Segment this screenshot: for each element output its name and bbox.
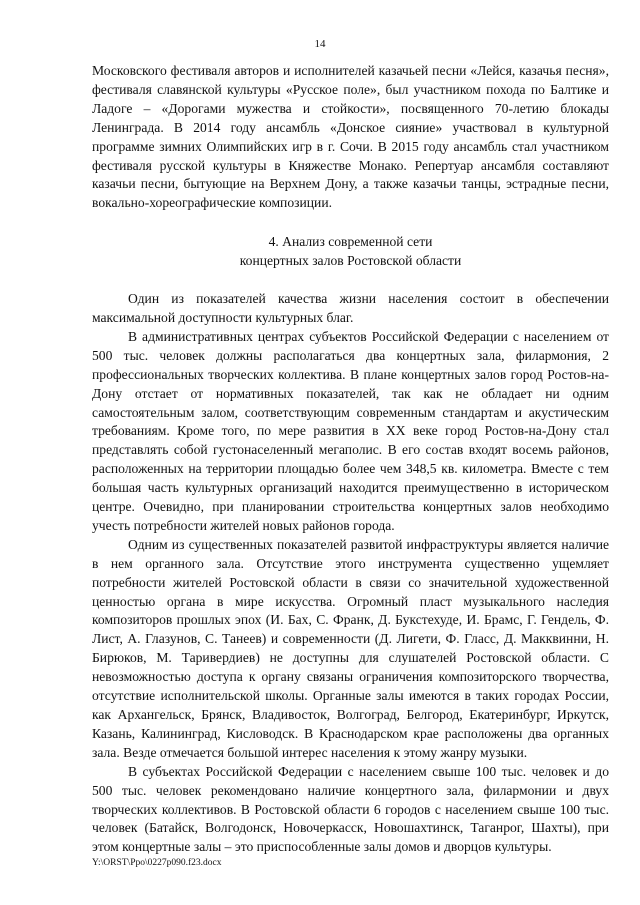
paragraph-4: В субъектах Российской Федерации с населением свыше 100 тыс. человек и до 500 тыс. человек рекомендовано наличие концертного зала, филармонии и двух творческих коллективов. В Ростовской области 6 городов с населением свыше 100 тыс. человек (Батайск, Волгодонск, Новочеркасск, Новошахтинск, Таганрог, Шахты), при этом концертные залы – это приспособленные залы домов и дворцов культуры. [92,763,609,855]
section-heading [92,233,609,271]
section-heading-line-1: 4. Анализ современной сети [268,234,433,250]
paragraph-1: Один из показателей качества жизни населения состоит в обеспечении максимальной доступности культурных благ. [92,291,609,325]
paragraph-continuation: Московского фестиваля авторов и исполнителей казачьей песни «Лейся, казачья песня», фестиваля славянской культуры «Русское поле», был участником похода по Балтике и Ладоге – «Дорогами мужества и стойкости», посвященного 70-летию блокады Ленинграда. В 2014 году ансамбль «Донское сияние» участвовал в культурной программе зимних Олимпийских игр в г. Сочи. В 2015 году ансамбль стал участником фестиваля русской культуры в Княжестве Монако. Репертуар ансамбля составляют казачьи песни, бытующие на Верхнем Дону, а также казачьи танцы, эстрадные песни, вокально-хореографические композиции. [92,63,609,211]
paragraph-3: Одним из существенных показателей развитой инфраструктуры является наличие в нем органного зала. Отсутствие этого инструмента существенно ущемляет потребности жителей Ростовской области в связи со значительной художественной ценностью органа в мире искусства. Огромный пласт музыкального наследия композиторов прошлых эпох (И. Бах, С. Франк, Д. Букстехуде, И. Брамс, Г. Гендель, Ф. Лист, А. Глазунов, С. Танеев) и современности (Д. Лигети, Ф. Гласс, Д. Макквинни, Н. Бирюков, М. Таривердиев) не доступны для слушателей Ростовской области. С невозможностью доступа к органу связаны ограничения композиторского творчества, отсутствие исполнительской школы. Органные залы имеются в таких городах России, как Архангельск, Брянск, Владивосток, Волгоград, Белгород, Екатеринбург, Иркутск, Казань, Калининград, Кисловодск. В Краснодарском крае расположены два органных зала. Везде отмечается большой интерес населения к этому жанру музыки. [92,536,609,760]
document-body [92,62,609,857]
footer-file-path: Y:\ORST\Ppo\0227p090.f23.docx [92,858,222,868]
section-heading-line-2: концертных залов Ростовской области [239,253,462,269]
page-number: 14 [314,38,326,50]
paragraph-2: В административных центрах субъектов Российской Федерации с населением от 500 тыс. человек должны располагаться два концертных зала, филармония, 2 профессиональных творческих коллектива. В плане концертных залов город Ростов-на-Дону отстает от нормативных показателей, так как не обладает ни одним самостоятельным залом, соответствующим современным стандартам и акустическим требованиям. Кроме того, по мере развития в XX веке город Ростов-на-Дону стал представлять собой густонаселенный мегаполис. В его состав входят восемь районов, расположенных на территории площадью более чем 348,5 кв. километра. Вместе с тем большая часть культурных организаций находится преимущественно в историческом центре. Очевидно, при планировании строительства концертных залов необходимо учесть потребности жителей новых районов города. [92,328,609,533]
